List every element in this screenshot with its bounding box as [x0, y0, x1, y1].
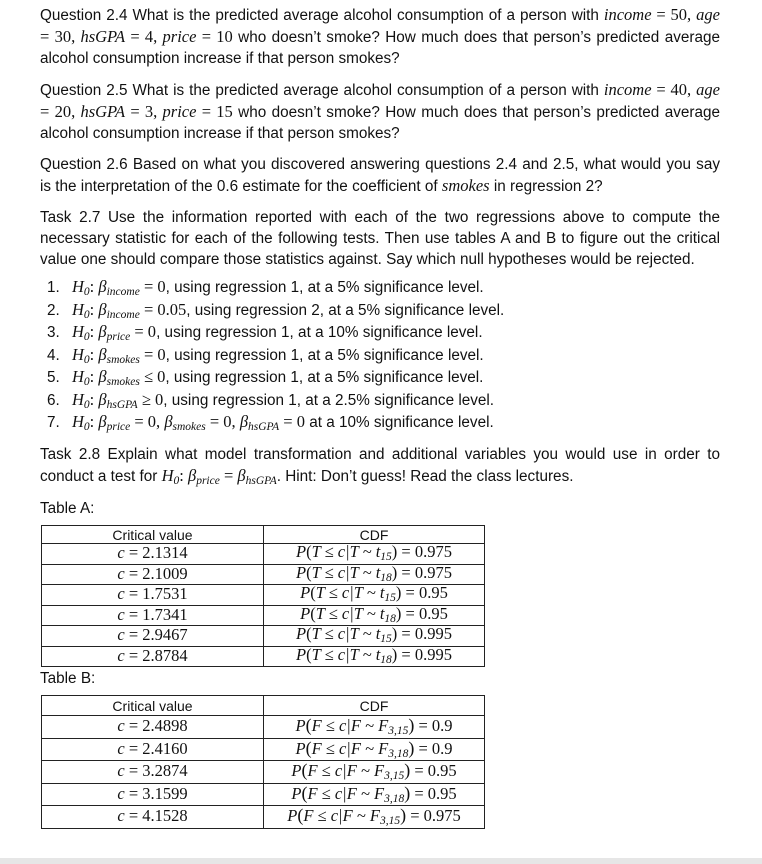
hypothesis-item — [64, 411, 720, 434]
hypothesis-item — [64, 321, 720, 344]
math-subscript: income — [106, 286, 140, 298]
math-variable: H — [72, 367, 84, 386]
critical-value-number: = 2.1009 — [124, 564, 188, 583]
math-operator: = — [219, 465, 238, 485]
table-row — [42, 738, 485, 761]
cdf-df: 15 — [380, 551, 392, 563]
math-operator: = 10 — [196, 27, 233, 46]
math-variable: β — [187, 465, 197, 485]
cdf-df: 18 — [380, 653, 392, 666]
text-run: Task 2.7 Use the information reported with each of the two regressions above to compute the necessary statistic for each of the following tests. Then use tables A and B to figure out the critical value one should compare those statistics against. Say which null hypotheses would be rejected. — [40, 209, 720, 268]
cdf-paren: ) — [404, 760, 411, 780]
math-operator: = 20, — [40, 102, 81, 121]
cdf-expression: P — [291, 761, 302, 780]
math-operator: = 15 — [196, 102, 233, 121]
cdf-expression: T ≤ c|T ~ t — [311, 625, 381, 643]
critical-value-number: = 3.2874 — [124, 761, 188, 781]
cdf-probability: = 0.975 — [397, 543, 452, 561]
math-subscript: 0 — [83, 376, 90, 388]
hypothesis-item — [64, 366, 720, 389]
math-subscript: smokes — [172, 421, 206, 433]
cdf-expression: T ≤ c|T ~ t — [315, 584, 385, 602]
cdf-paren: ( — [305, 738, 312, 758]
math-subscript: 0 — [83, 421, 90, 433]
cdf-probability: = 0.995 — [397, 646, 452, 664]
cdf-df: 18 — [384, 612, 396, 625]
text-run: who doesn’t smoke? How much does that person’s predicted average alcohol consumption increase if that person smokes? — [40, 104, 720, 142]
math-subscript: 0 — [83, 308, 90, 321]
critical-value-var: c — [117, 625, 125, 645]
cdf-paren: ( — [306, 625, 312, 643]
cdf-paren: ) — [391, 564, 398, 582]
hypothesis-item — [64, 276, 720, 299]
cdf-df: 15 — [380, 633, 392, 645]
table-row — [42, 646, 485, 667]
critical-value-number: = 1.7531 — [124, 584, 188, 604]
math-operator: : — [89, 322, 99, 341]
cdf-expression: P — [296, 564, 307, 582]
hypothesis-item — [64, 389, 720, 412]
math-operator: : — [89, 277, 99, 296]
math-variable: H — [72, 389, 84, 409]
table-row — [42, 544, 485, 565]
math-subscript: 0 — [173, 474, 180, 487]
cdf-expression: P — [291, 783, 302, 803]
math-subscript: smokes — [106, 376, 140, 388]
cdf-df: 3,18 — [384, 792, 405, 805]
cdf-paren: ) — [395, 584, 402, 602]
cdf-expression: P — [300, 584, 311, 602]
math-variable: β — [98, 367, 107, 386]
table-row — [42, 783, 485, 806]
cdf-expression: T ≤ c|T ~ t — [315, 605, 385, 623]
cdf-probability: = 0.9 — [414, 738, 453, 758]
critical-value-var: c — [117, 738, 125, 758]
critical-value-number: = 2.1314 — [124, 543, 188, 563]
cdf-df: 3,15 — [379, 815, 401, 827]
cdf-paren: ) — [404, 783, 411, 803]
cdf-expression: P — [296, 646, 307, 664]
cdf-probability: = 0.9 — [414, 716, 453, 735]
critical-value-cell — [42, 806, 264, 829]
cdf-paren: ( — [310, 584, 316, 602]
cdf-cell — [264, 626, 485, 647]
text-run: , using regression 1, at a 5% significance level. — [165, 369, 484, 386]
math-operator: = 3, — [125, 102, 163, 121]
table-row — [42, 585, 485, 606]
math-operator: : — [89, 412, 99, 431]
cdf-paren: ) — [408, 738, 415, 758]
math-variable: β — [98, 299, 107, 319]
cdf-cell — [264, 544, 485, 565]
critical-value-number: = 2.4160 — [124, 738, 188, 758]
cdf-expression: P — [287, 806, 298, 825]
cdf-cell — [264, 783, 485, 806]
cdf-df: 15 — [384, 592, 396, 604]
question-2-5 — [40, 79, 720, 144]
cdf-cell — [264, 716, 485, 739]
critical-value-cell — [42, 761, 264, 784]
cdf-expression: T ≤ c|T ~ t — [311, 543, 381, 561]
task-2-8 — [40, 444, 720, 488]
cdf-paren: ) — [395, 605, 402, 623]
math-variable: β — [98, 277, 107, 296]
text-run: , using regression 1, at a 2.5% significance level. — [163, 391, 495, 409]
math-variable: hsGPA — [80, 102, 126, 121]
cdf-expression: F ≤ c|F ~ F — [307, 761, 385, 780]
text-run: , using regression 2, at a 5% significance level. — [186, 301, 505, 319]
cdf-cell — [264, 806, 485, 829]
text-run: , using regression 1, at a 5% significance level. — [165, 346, 484, 364]
critical-value-number: = 2.4898 — [124, 716, 188, 736]
cdf-paren: ) — [400, 805, 407, 825]
math-operator: ≤ 0 — [139, 367, 166, 386]
math-subscript: smokes — [106, 353, 140, 366]
text-run: Task 2.8 Explain what model transformation and additional variables you would use in order to conduct a test for — [40, 445, 720, 485]
math-variable: price — [162, 102, 197, 121]
hypothesis-item — [64, 344, 720, 367]
column-header: Critical value — [42, 526, 264, 544]
column-header: CDF — [264, 526, 485, 544]
critical-value-var: c — [117, 605, 125, 624]
cdf-paren: ( — [306, 564, 312, 582]
critical-value-var: c — [117, 646, 125, 665]
hypothesis-item — [64, 299, 720, 322]
math-operator: = 50, — [651, 5, 692, 24]
critical-value-var: c — [117, 716, 125, 736]
math-variable: age — [696, 5, 720, 24]
math-subscript: price — [106, 421, 131, 433]
math-variable: income — [603, 80, 652, 99]
text-run: . Hint: Don’t guess! Read the class lectures. — [276, 467, 574, 485]
text-run: Question 2.4 What is the predicted average alcohol consumption of a person with — [40, 7, 604, 24]
critical-value-cell — [42, 716, 264, 739]
math-operator: = 0 — [139, 344, 166, 364]
cdf-probability: = 0.95 — [410, 783, 457, 803]
critical-value-var: c — [117, 543, 125, 563]
critical-value-number: = 3.1599 — [124, 783, 188, 803]
critical-value-cell — [42, 646, 264, 667]
cdf-probability: = 0.975 — [397, 564, 452, 582]
critical-value-number: = 2.8784 — [124, 646, 188, 665]
math-operator: : — [89, 299, 99, 319]
math-operator: : — [89, 389, 99, 409]
cdf-paren: ) — [391, 625, 398, 643]
math-variable: price — [162, 27, 197, 46]
cdf-expression: F ≤ c|F ~ F — [303, 806, 380, 825]
document-page — [40, 4, 720, 829]
math-variable: H — [72, 277, 84, 296]
cdf-cell — [264, 585, 485, 606]
math-variable: hsGPA — [80, 27, 126, 46]
table-row — [42, 626, 485, 647]
table-header-row — [42, 696, 485, 716]
math-operator: = 0 — [139, 277, 166, 296]
math-variable: β — [239, 412, 249, 431]
question-2-6 — [40, 154, 720, 197]
math-variable: H — [72, 344, 84, 364]
math-subscript: 0 — [83, 398, 90, 411]
critical-value-cell — [42, 605, 264, 626]
table-row — [42, 716, 485, 739]
math-subscript: price — [196, 474, 220, 487]
math-subscript: income — [106, 308, 140, 321]
text-run: , using regression 1, at a 5% significance level. — [165, 279, 484, 296]
hypothesis-list — [40, 276, 720, 434]
math-operator: = 0, — [205, 412, 240, 431]
cdf-expression: P — [296, 625, 307, 643]
cdf-df: 3,15 — [388, 725, 409, 737]
math-variable: income — [603, 5, 652, 24]
cdf-paren: ) — [408, 715, 415, 735]
cdf-paren: ( — [301, 760, 308, 780]
table-a — [41, 525, 485, 667]
table-row — [42, 605, 485, 626]
task-2-7 — [40, 207, 720, 270]
math-variable: β — [237, 465, 246, 485]
text-run: in regression 2? — [489, 178, 603, 195]
math-operator: ≥ 0 — [137, 389, 164, 409]
math-variable: H — [161, 465, 174, 485]
critical-value-var: c — [117, 584, 125, 604]
cdf-df: 3,15 — [384, 770, 405, 782]
table-b-label: Table B: — [40, 670, 96, 687]
math-variable: β — [98, 412, 107, 431]
cdf-df: 18 — [380, 571, 392, 584]
math-operator: : — [89, 344, 99, 364]
cdf-expression: P — [300, 605, 311, 623]
cdf-df: 3,18 — [388, 747, 409, 760]
cdf-expression: P — [295, 738, 306, 758]
cdf-paren: ( — [306, 543, 312, 561]
table-header-row — [42, 526, 485, 544]
critical-value-cell — [42, 585, 264, 606]
cdf-cell — [264, 605, 485, 626]
math-operator: : — [89, 367, 99, 386]
math-subscript: hsGPA — [106, 398, 138, 411]
math-operator: = 40, — [651, 80, 692, 99]
cdf-expression: F ≤ c|F ~ F — [311, 738, 389, 758]
questions — [40, 4, 720, 270]
cdf-paren: ( — [297, 805, 304, 825]
text-run: who doesn’t smoke? How much does that person’s predicted average alcohol consumption increase if that person smokes? — [40, 29, 720, 67]
math-variable: β — [98, 322, 107, 341]
math-operator: = 4, — [125, 27, 163, 46]
table-row — [42, 564, 485, 585]
text-run: at a 10% significance level. — [304, 414, 494, 431]
math-operator: = 0 — [279, 412, 305, 431]
math-subscript: hsGPA — [248, 421, 280, 433]
cdf-expression: P — [295, 716, 306, 735]
critical-value-cell — [42, 738, 264, 761]
table-row — [42, 806, 485, 829]
text-run: Question 2.6 Based on what you discovered answering questions 2.4 and 2.5, what would you say is the interpretation of the 0.6 estimate for the coefficient of — [40, 156, 720, 195]
cdf-paren: ( — [305, 715, 312, 735]
paragraph-gap — [40, 197, 720, 207]
critical-value-number: = 4.1528 — [124, 806, 188, 826]
math-variable: H — [72, 299, 84, 319]
cdf-paren: ( — [301, 783, 308, 803]
cdf-expression: T ≤ c|T ~ t — [311, 646, 381, 664]
table-b — [41, 695, 485, 829]
critical-value-cell — [42, 626, 264, 647]
horizontal-scrollbar[interactable] — [0, 858, 762, 864]
critical-value-cell — [42, 564, 264, 585]
critical-value-var: c — [117, 564, 125, 583]
cdf-paren: ( — [306, 646, 312, 664]
critical-value-var: c — [117, 761, 125, 781]
critical-value-cell — [42, 544, 264, 565]
column-header: Critical value — [42, 696, 264, 716]
cdf-cell — [264, 738, 485, 761]
cdf-probability: = 0.975 — [406, 806, 461, 825]
question-2-4 — [40, 4, 720, 69]
math-subscript: 0 — [83, 331, 90, 343]
math-variable: β — [98, 389, 107, 409]
text-run: Question 2.5 What is the predicted average alcohol consumption of a person with — [40, 82, 604, 99]
cdf-cell — [264, 646, 485, 667]
math-variable: H — [72, 412, 84, 431]
math-operator: : — [179, 465, 188, 485]
cdf-expression: T ≤ c|T ~ t — [311, 564, 381, 582]
math-operator: = 0 — [130, 322, 157, 341]
column-header: CDF — [264, 696, 485, 716]
math-subscript: hsGPA — [245, 474, 277, 487]
math-variable: β — [164, 412, 173, 431]
critical-value-number: = 1.7341 — [124, 605, 188, 624]
table-row — [42, 761, 485, 784]
math-variable: smokes — [441, 176, 490, 195]
critical-value-number: = 2.9467 — [124, 625, 188, 645]
cdf-paren: ( — [310, 605, 316, 623]
math-subscript: 0 — [83, 286, 90, 298]
math-operator: = 0, — [130, 412, 165, 431]
text-run: , using regression 1, at a 10% significance level. — [156, 324, 483, 341]
math-operator: = 0.05 — [139, 299, 187, 319]
cdf-expression: P — [296, 543, 307, 561]
paragraph-gap — [40, 144, 720, 154]
math-subscript: 0 — [83, 353, 90, 366]
cdf-paren: ) — [391, 543, 398, 561]
math-variable: age — [696, 80, 720, 99]
critical-value-var: c — [117, 806, 125, 826]
cdf-expression: F ≤ c|F ~ F — [307, 783, 385, 803]
cdf-cell — [264, 564, 485, 585]
table-a-label: Table A: — [40, 500, 95, 517]
critical-value-cell — [42, 783, 264, 806]
math-variable: β — [98, 344, 107, 364]
cdf-cell — [264, 761, 485, 784]
cdf-probability: = 0.95 — [401, 605, 448, 623]
cdf-expression: F ≤ c|F ~ F — [311, 716, 389, 735]
math-subscript: price — [106, 331, 131, 343]
paragraph-gap — [40, 69, 720, 79]
math-variable: H — [72, 322, 84, 341]
cdf-probability: = 0.995 — [397, 625, 452, 643]
cdf-paren: ) — [391, 646, 398, 664]
critical-value-var: c — [117, 783, 125, 803]
cdf-probability: = 0.95 — [401, 584, 448, 602]
math-operator: = 30, — [40, 27, 81, 46]
cdf-probability: = 0.95 — [410, 761, 457, 780]
